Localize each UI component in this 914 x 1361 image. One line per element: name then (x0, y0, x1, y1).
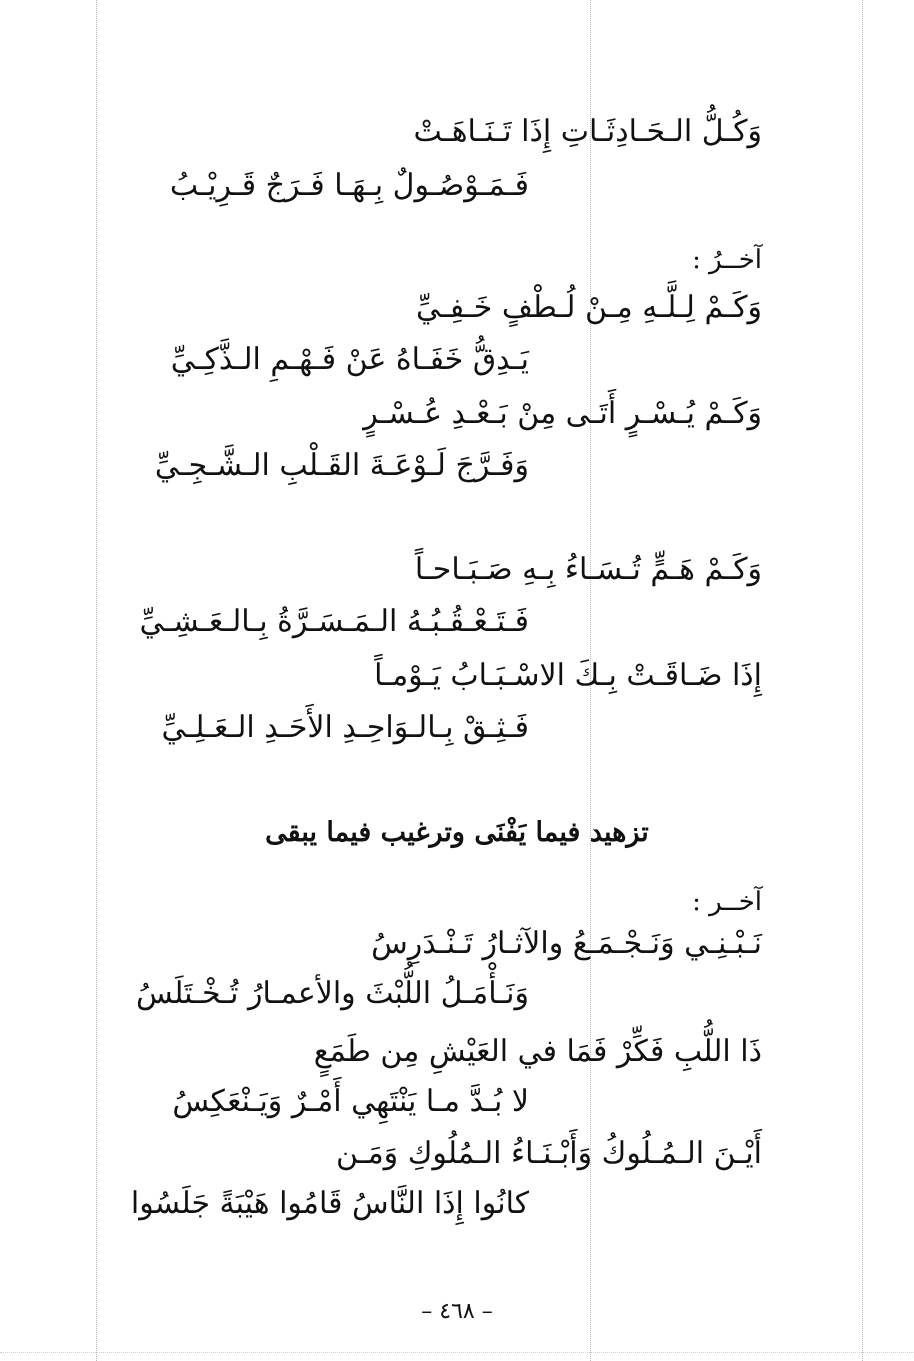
verse-hemistich-1: ذَا اللُّبِ فَكِّرْ فَمَا في العَيْشِ مِن طَمَعٍ (313, 1034, 762, 1069)
page-number: – ٤٦٨ – (421, 1299, 493, 1324)
verse-hemistich-1: أَيْـنَ الـمُـلُوكُ وَأَبْـنَـاءُ الـمُلُوكِ وَمَـن (335, 1136, 762, 1171)
verse-hemistich-1: وَكَـمْ هَـمٍّ تُـسَـاءُ بِـهِ صَـبَـاحـاً (414, 552, 762, 587)
scan-dotted-line (96, 0, 97, 1361)
poem-label: آخــرُ : (692, 245, 762, 275)
poem-label: آخــر : (692, 887, 762, 917)
verse-hemistich-1: إِذَا ضَـاقَـتْ بِـكَ الاسْـبَـابُ يَـوْمـاً (374, 658, 762, 693)
verse-hemistich-2: فَـتَـعْـقُـبُـهُ الـمَـسَـرَّةُ بِـالـعَـشِـيِّ (139, 604, 529, 639)
scan-dotted-line (862, 0, 863, 1361)
verse-hemistich-2: فَـمَـوْصُـولٌ بِـهَـا فَـرَجٌ قَـرِيْـبُ (169, 168, 529, 203)
verse-hemistich-2: لا بُـدَّ مـا يَنْتَهِي أَمْـرٌ وَيَـنْعَكِسُ (172, 1084, 529, 1119)
verse-hemistich-2: يَـدِقُّ خَفَـاهُ عَنْ فَـهْـمِ الـذَّكِـيِّ (170, 342, 529, 377)
verse-hemistich-1: وَكَـمْ لِـلَّـهِ مِـنْ لُـطْفٍ خَـفِـيِّ (416, 290, 762, 325)
section-heading: تزهيد فيما يَفْنَى وترغيب فيما يبقى (265, 817, 649, 848)
verse-hemistich-1: وَكَـمْ يُـسْـرٍ أَتَـى مِنْ بَـعْـدِ عُـسْـرٍ (363, 396, 762, 431)
scan-dotted-line (0, 1352, 914, 1353)
verse-hemistich-1: وَكُـلُّ الـحَـادِثَـاتِ إِذَا تَـنَـاهَـتْ (413, 114, 762, 149)
verse-hemistich-2: وَفَـرَّجَ لَـوْعَـةَ القَـلْبِ الـشَّـجِـيِّ (154, 448, 529, 483)
verse-hemistich-2: فَـثِـقْ بِـالـوَاحِـدِ الأَحَـدِ الـعَـلِـيِّ (161, 710, 529, 745)
verse-hemistich-1: نَـبْـنِـي وَنَـجْـمَـعُ والآثـارُ تَـنْـدَرِسُ (371, 926, 762, 961)
verse-hemistich-2: كانُوا إِذَا النَّاسُ قَامُوا هَيْبَةً جَلَسُوا (130, 1186, 529, 1221)
verse-hemistich-2: وَنَـأْمَـلُ اللُّبْثَ والأعمـارُ تُـخْـتَلَسُ (136, 976, 529, 1011)
